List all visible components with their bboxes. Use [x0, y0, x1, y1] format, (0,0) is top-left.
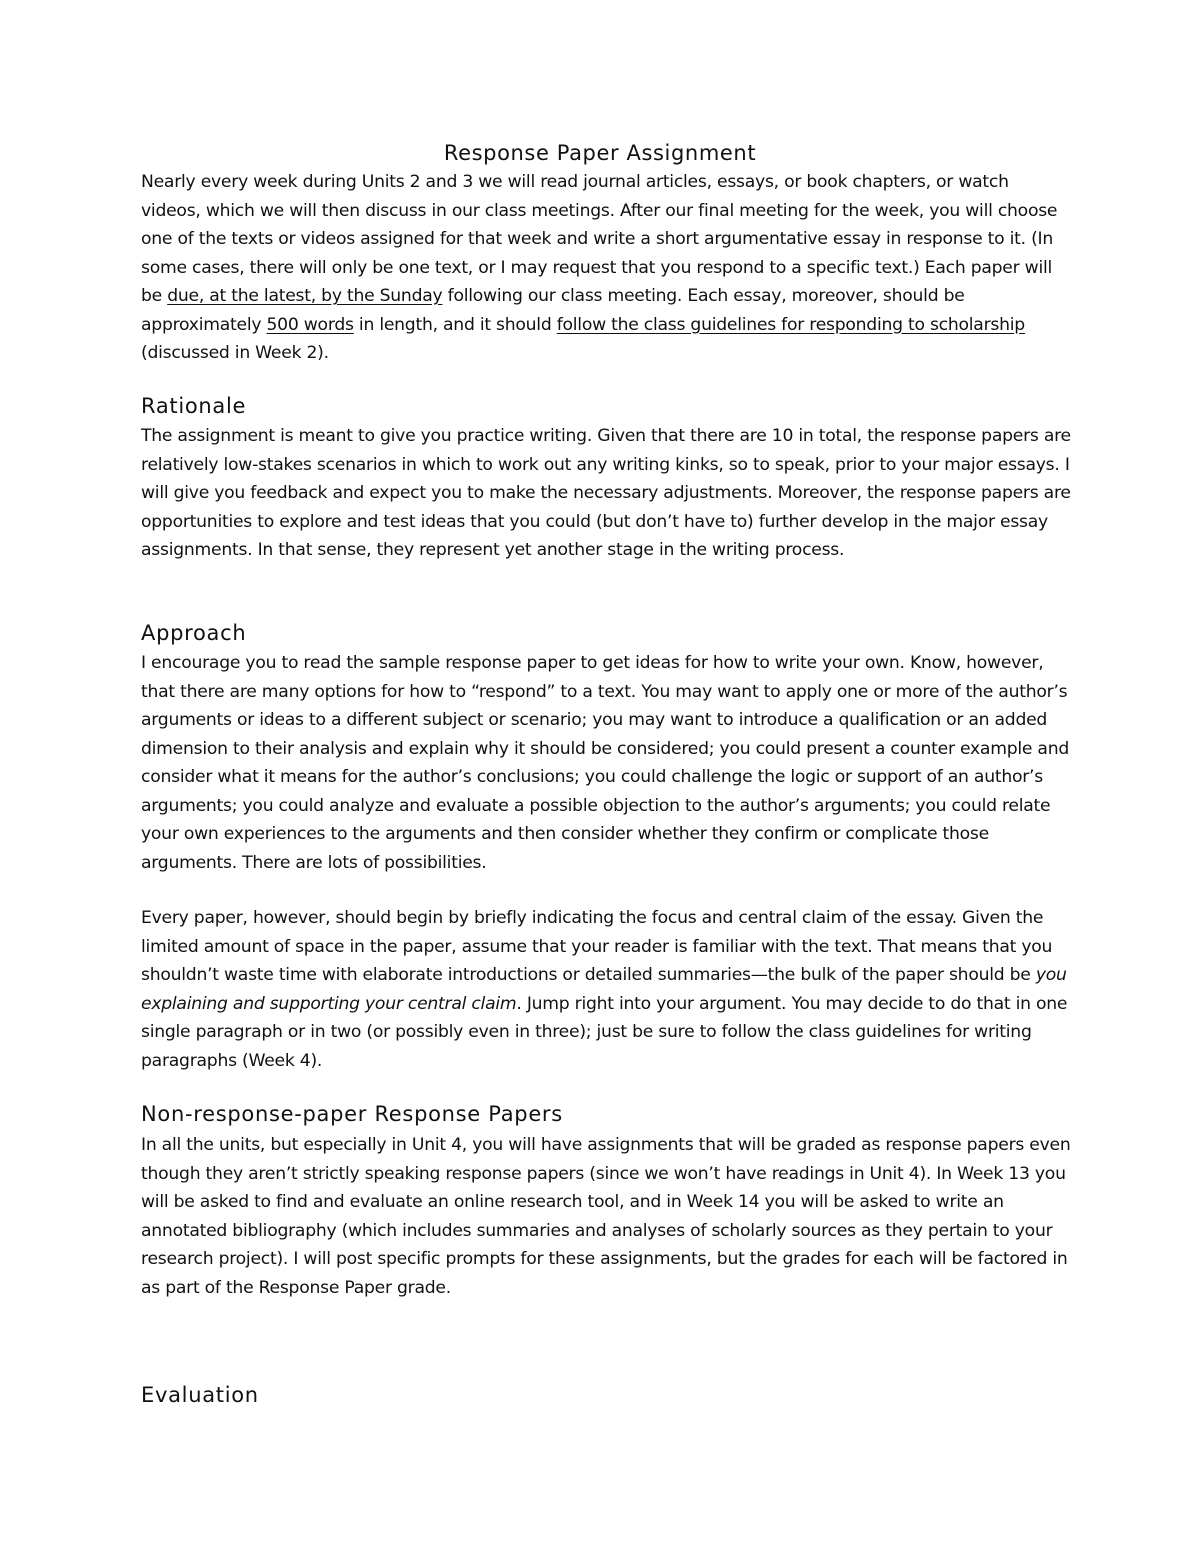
approach-heading: Approach: [141, 621, 247, 645]
document-title: Response Paper Assignment: [443, 141, 757, 165]
approach-p2-text-1: Every paper, however, should begin by briefly indicating the focus and central claim of the essay. Given the limited amount of space in the paper, assume that your reader is familiar with the text. That means that you shouldn’t waste time with elaborate introductions or detailed summaries—the bulk of the paper should be: [141, 908, 1053, 985]
guidelines-underlined: follow the class guidelines for responding to scholarship: [556, 314, 1025, 335]
word-count-underlined: 500 words: [266, 314, 354, 335]
nonresponse-paragraph: In all the units, but especially in Unit 4, you will have assignments that will be graded as response papers even though they aren’t strictly speaking response papers (since we won’t have readings in Unit 4). In Week 13 you will be asked to find and evaluate an online research tool, and in Week 14 you will be asked to write an annotated bibliography (which includes summaries and analyses of scholarly sources as they pertain to your research project). I will post specific prompts for these assignments, but the grades for each will be factored in as part of the Response Paper grade.: [141, 1135, 1071, 1298]
approach-paragraph-1: I encourage you to read the sample response paper to get ideas for how to write your own. Know, however, that there are many options for how to “respond” to a text. You may want to apply one or more of the author’s arguments or ideas to a different subject or scenario; you may want to introduce a qualification or an added dimension to their analysis and explain why it should be considered; you could present a counter example and consider what it means for the author’s conclusions; you could challenge the logic or support of an author’s arguments; you could analyze and evaluate a possible objection to the author’s arguments; you could relate your own experiences to the arguments and then consider whether they confirm or complicate those arguments. There are lots of possibilities.: [141, 653, 1070, 873]
intro-text-2: following our class meeting. Each essay, moreover, should be approximately: [141, 286, 965, 335]
due-date-underlined: due, at the latest, by the Sunday: [167, 286, 443, 306]
nonresponse-heading: Non-response-paper Response Papers: [141, 1102, 563, 1126]
intro-text-3: in length, and it should: [353, 314, 557, 335]
approach-p2-text-2: . Jump right into your argument. You may decide to do that in one single paragraph or in two (or possibly even in three); just be sure to follow the class guidelines for writing paragraphs (Week 4).: [141, 993, 1068, 1071]
rationale-heading: Rationale: [141, 394, 247, 418]
approach-paragraph-2: [141, 904, 1071, 1075]
evaluation-heading: Evaluation: [141, 1383, 259, 1407]
rationale-paragraph: The assignment is meant to give you practice writing. Given that there are 10 in total, the response papers are relatively low-stakes scenarios in which to work out any writing kinks, so to speak, prior to your major essays. I will give you feedback and expect you to make the necessary adjustments. Moreover, the response papers are opportunities to explore and test ideas that you could (but don’t have to) further develop in the major essay assignments. In that sense, they represent yet another stage in the writing process.: [141, 426, 1071, 560]
approach-p2-emphasis: you explaining and supporting your central claim: [141, 965, 1067, 1014]
intro-text-4: (discussed in Week 2).: [141, 343, 329, 363]
intro-text-1: Nearly every week during Units 2 and 3 we will read journal articles, essays, or book chapters, or watch videos, which we will then discuss in our class meetings. After our final meeting for the week, you will choose one of the texts or videos assigned for that week and write a short argumentative essay in response to it. (In some cases, there will only be one text, or I may request that you respond to a specific text.) Each paper will be: [141, 172, 1058, 306]
intro-paragraph: [141, 168, 1071, 368]
